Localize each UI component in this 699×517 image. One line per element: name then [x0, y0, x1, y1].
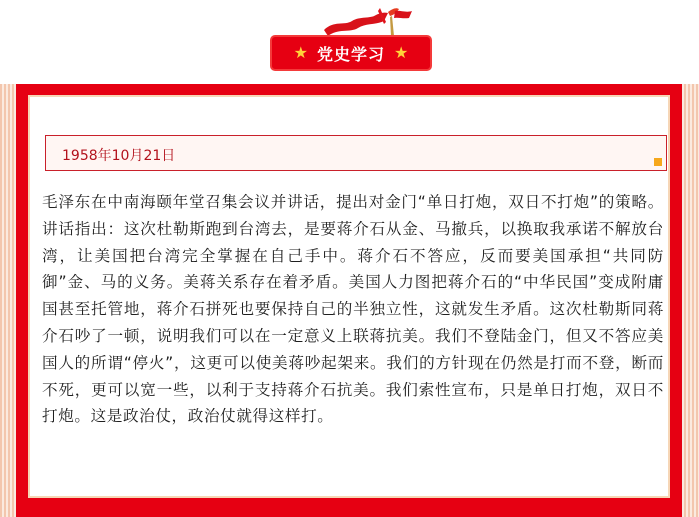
section-title: 党史学习: [316, 44, 385, 64]
star-icon: ★: [293, 43, 308, 62]
corner-square-icon: [654, 158, 662, 166]
date-box: [45, 135, 667, 171]
star-icon: ★: [394, 43, 409, 62]
entry-body: 毛泽东在中南海颐年堂召集会议并讲话，提出对金门“单日打炮，双日不打炮”的策略。讲话指出：这次杜勒斯跑到台湾去，是要蒋介石从金、马撤兵，以换取我承诺不解放台湾，让美国把台湾完全掌握在自己手中。蒋介石不答应，反而要美国承担“共同防御”金、马的义务。美蒋关系存在着矛盾。美国人力图把蒋介石的“中华民国”变成附庸国甚至托管地，蒋介石拼死也要保持自己的半独立性，这就发生矛盾。这次杜勒斯同蒋介石吵了一顿，说明我们可以在一定意义上联蒋抗美。我们不登陆金门，但又不答应美国人的所谓“停火”，这更可以使美蒋吵起架来。我们的方针现在仍然是打而不登，断而不死，更可以宽一些，以利于支持蒋介石抗美。我们索性宣布，只是单日打炮，双日不打炮。这是政治仗，政治仗就得这样打。: [42, 193, 664, 426]
entry-date: 1958年10月21日: [62, 148, 176, 164]
section-title-badge: [270, 35, 432, 71]
content-card: [28, 95, 670, 498]
